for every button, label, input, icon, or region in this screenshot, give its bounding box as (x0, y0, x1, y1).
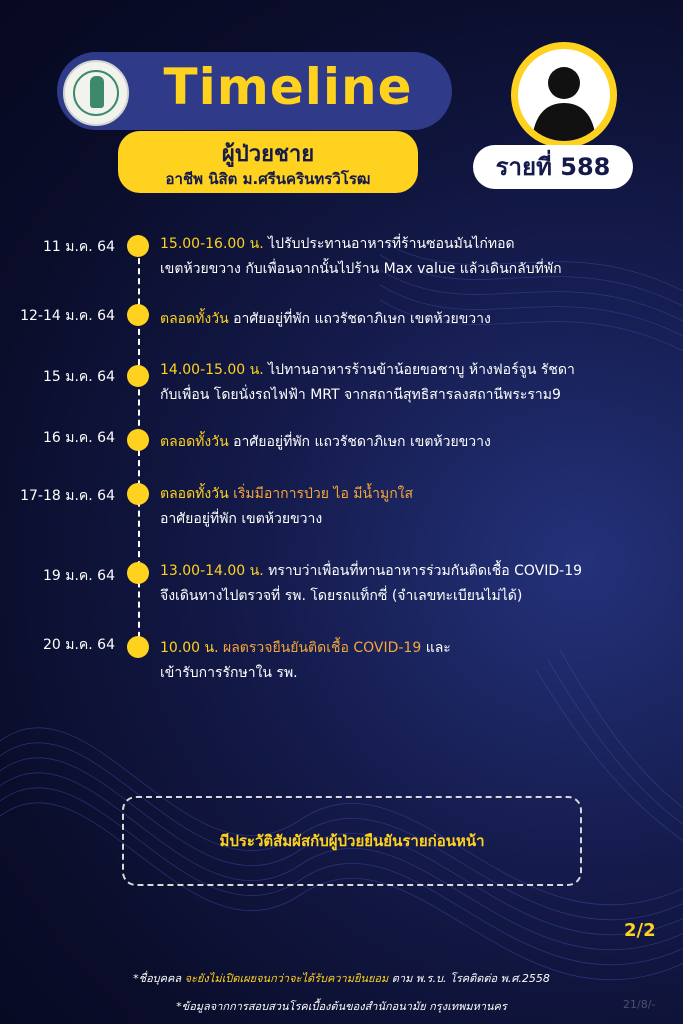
note-text: มีประวัติสัมผัสกับผู้ป่วยยืนยันรายก่อนหน้า (219, 832, 485, 850)
timeline-dot (127, 562, 149, 584)
event-text: ทราบว่าเพื่อนที่ทานอาหารร่วมกันติดเชื้อ COVID-19 (263, 563, 583, 579)
timeline-dot (127, 304, 149, 326)
event-text: และ (421, 640, 451, 656)
event-text-line2: เขตห้วยขวาง กับเพื่อนจากนั้นไปร้าน Max value แล้วเดินกลับที่พัก (160, 261, 562, 277)
event-date: 15 ม.ค. 64 (42, 369, 115, 385)
timeline-event (160, 307, 675, 332)
patient-label: ผู้ป่วยชาย (221, 142, 315, 167)
timeline-dot (127, 636, 149, 658)
seal-figure (90, 76, 104, 108)
date-stamp: 21/8/- (623, 998, 656, 1011)
page-number: 2/2 (624, 920, 656, 941)
footer-text: *ชื่อบุคคล (133, 972, 185, 985)
contact-history-note (122, 796, 582, 886)
event-text-line2: จึงเดินทางไปตรวจที่ รพ. โดยรถแท็กซี่ (จำเลขทะเบียนไม่ได้) (160, 588, 523, 604)
event-text: อาศัยอยู่ที่พัก แถวรัชดาภิเษก เขตห้วยขวาง (228, 311, 491, 327)
event-date: 19 ม.ค. 64 (42, 568, 115, 584)
timeline-dot (127, 483, 149, 505)
timeline-event (160, 232, 675, 282)
event-time: ตลอดทั้งวัน (160, 311, 229, 327)
event-text-line2: อาศัยอยู่ที่พัก เขตห้วยขวาง (160, 511, 323, 527)
event-result: ผลตรวจยืนยันติดเชื้อ COVID-19 (218, 640, 422, 656)
case-number-badge: รายที่ 588 (473, 145, 633, 189)
event-text: อาศัยอยู่ที่พัก แถวรัชดาภิเษก เขตห้วยขวาง (228, 434, 491, 450)
event-symptom: เริ่มมีอาการป่วย ไอ มีน้ำมูกใส (228, 486, 414, 502)
timeline-dot (127, 429, 149, 451)
timeline-dot (127, 235, 149, 257)
event-text: ไปทานอาหารร้านข้าน้อยขอชาบู ห้างฟอร์จูน รัชดา (263, 362, 575, 378)
occupation-label: อาชีพ นิสิต ม.ศรีนครินทรวิโรฒ (165, 170, 371, 188)
patient-info-card (118, 131, 418, 193)
footer-highlight: จะยังไม่เปิดเผยจนกว่าจะได้รับความยินยอม (184, 972, 389, 985)
event-date: 11 ม.ค. 64 (42, 239, 115, 255)
timeline-event (160, 482, 675, 532)
bangkok-seal-icon (63, 60, 129, 126)
timeline-event (160, 636, 675, 686)
person-silhouette-icon (511, 42, 617, 148)
event-time: 14.00-15.00 น. (160, 362, 264, 378)
event-date: 20 ม.ค. 64 (42, 637, 115, 653)
footer-disclaimer (0, 969, 683, 987)
footer-source: *ข้อมูลจากการสอบสวนโรคเบื้องต้นของสำนักอนามัย กรุงเทพมหานคร (176, 1000, 507, 1013)
event-text: ไปรับประทานอาหารที่ร้านซอนมันไก่ทอด (263, 236, 515, 252)
timeline-event (160, 430, 675, 455)
event-time: ตลอดทั้งวัน (160, 486, 229, 502)
timeline-event (160, 358, 675, 408)
event-date: 17-18 ม.ค. 64 (20, 488, 115, 504)
event-time: 15.00-16.00 น. (160, 236, 264, 252)
page-title: Timeline (163, 58, 413, 116)
timeline-dot (127, 365, 149, 387)
event-time: ตลอดทั้งวัน (160, 434, 229, 450)
event-date: 12-14 ม.ค. 64 (20, 308, 115, 324)
footer-text: ตาม พ.ร.บ. โรคติดต่อ พ.ศ.2558 (388, 972, 550, 985)
timeline-event (160, 559, 675, 609)
event-date: 16 ม.ค. 64 (42, 430, 115, 446)
event-text-line2: กับเพื่อน โดยนั่งรถไฟฟ้า MRT จากสถานีสุทธิสารลงสถานีพระราม9 (160, 387, 561, 403)
event-text-line2: เข้ารับการรักษาใน รพ. (160, 665, 298, 681)
event-time: 13.00-14.00 น. (160, 563, 264, 579)
event-time: 10.00 น. (160, 640, 219, 656)
